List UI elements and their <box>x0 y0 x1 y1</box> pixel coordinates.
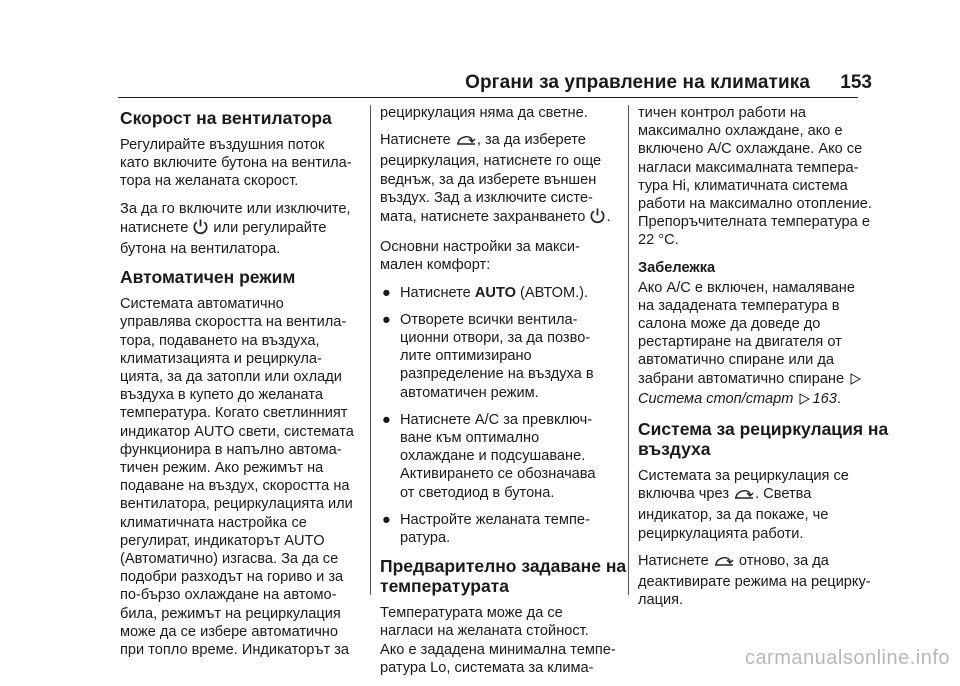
watermark: carmanualsonline.info <box>744 647 950 669</box>
paragraph-recirc-cont: рециркулация няма да светне. <box>380 105 588 121</box>
recirculation-icon <box>713 553 735 573</box>
column-3 <box>638 104 889 618</box>
column-divider-1 <box>370 105 371 595</box>
list-item: ● Натиснете A/C за превключ- ване към оптимално охлаждане и подсушаване. Активирането се обозначава от светодиод в бутона. <box>382 411 596 501</box>
paragraph-auto-mode: Системата автоматично управлява скоростта на вентила- тора, подаването на въздуха, климатизацията и рециркула- цията, за да затопли или охлади въздуха в купето до желаната температура. Когато светлинният индикатор AUTO свети, системата функционира в напълно автома- тичен режим. Ако режимът на подаване на въздух, скоростта на вентилатора, рециркулацията или климатичната настройка се регулират, индикаторът AUTO (Автоматично) изгасва. За да се подобри разходът на гориво и за по-бързо охлаждане на автомо- била, режимът на рециркулация може да се избере автоматично при топло време. Индикаторът за <box>120 296 354 659</box>
reference-arrow-icon <box>850 372 861 390</box>
heading-auto-mode: Автоматичен режим <box>120 267 296 288</box>
reference-arrow-icon <box>799 392 810 410</box>
reference-link-start-stop[interactable]: Система стоп/старт <box>638 390 794 407</box>
page-title: Органи за управление на климатика <box>465 72 810 93</box>
reference-page[interactable]: 163 <box>812 390 837 407</box>
heading-temperature-preset: Предварително задаване на температурата <box>380 556 627 597</box>
paragraph-temperature: Температурата може да се нагласи на желаната стойност. Ако е зададена минимална темпе- ратура Lo, системата за клима- <box>380 605 616 676</box>
power-icon <box>192 218 209 240</box>
list-item: ● Натиснете AUTO (АВТОМ.). <box>382 284 589 301</box>
paragraph-comfort: Основни настройки за макси- мален комфорт: <box>380 239 580 274</box>
recirculation-icon <box>455 132 477 152</box>
header-rule <box>118 97 858 98</box>
paragraph-recirc-button: Натиснете , за да изберете рециркулация, натиснете го още веднъж, за да изберете външен въздух. Зад а изключите систе- мата, натиснете захранването . <box>380 131 620 229</box>
page-header <box>0 66 960 96</box>
list-item: ● Настройте желаната темпе- ратура. <box>382 511 590 547</box>
heading-fan-speed: Скорост на вентилатора <box>120 108 332 128</box>
page-number: 153 <box>840 72 872 93</box>
column-2 <box>380 104 627 686</box>
power-icon <box>589 207 606 229</box>
heading-recirculation-system: Система за рециркулация на въздуха <box>638 419 889 460</box>
recirculation-icon <box>733 486 755 506</box>
paragraph-recirculation-off: Натиснете отново, за да деактивирате режима на рецирку- лация. <box>638 552 871 609</box>
paragraph-recirculation: Системата за рециркулация се включва чрез . Светва индикатор, за да покаже, че рециркулацията работи. <box>638 468 849 542</box>
paragraph-fan-power: За да го включите или изключите, натиснете или регулирайте бутона на вентилатора. <box>120 200 351 258</box>
paragraph-fan-speed: Регулирайте въздушния поток като включите бутона на вентила- тора на желаната скорост. <box>120 137 352 190</box>
note-heading: Забележка <box>638 259 716 276</box>
paragraph-temperature-cont: тичен контрол работи на максимално охлаждане, ако е включено A/C охлаждане. Ако се нагласи максималната темпера- тура Hi, климатичната система работи на максимално отопление. Препоръчителната температура е 22 °C. <box>638 105 872 249</box>
list-item: ● Отворете всички вентила- ционни отвори, за да позво- лите оптимизирано разпределение на въздуха в автоматичен режим. <box>382 311 594 401</box>
column-1 <box>120 108 360 668</box>
paragraph-note: Ако A/C е включен, намаляване на зададената температура в салона може да доведе до рестартиране на двигателя от автоматично спиране или да забрани автоматично спиране Система стоп/старт 163. <box>638 279 870 410</box>
column-divider-2 <box>628 105 629 595</box>
